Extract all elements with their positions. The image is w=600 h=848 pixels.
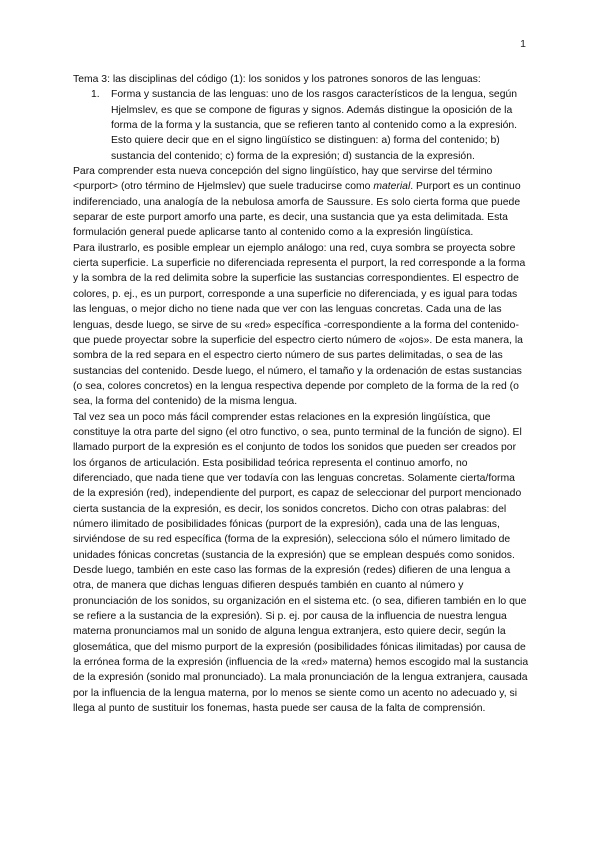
list-item-number: 1. xyxy=(91,89,100,101)
list-item-text: Forma y sustancia de las lenguas: uno de los rasgos característicos de la lengua, según Hjelmslev, es que se compone de figuras y signos. Además distingue la oposición de la forma de la forma y la sustancia, que se refieren tanto al contenido como a la expresión. Esto quiere decir que en el signo lingüístico se distinguen: a) forma del contenido; b) sustancia del contenido; c) forma de la expresión; d) sustancia de la expresión. xyxy=(111,89,518,162)
paragraph-purport xyxy=(73,164,529,241)
paragraph-expression: Tal vez sea un poco más fácil comprender estas relaciones en la expresión lingüística, que constituye la otra parte del signo (el otro functivo, o sea, punto terminal de la función de signo). El llamado purport de la expresión es el conjunto de todos los sonidos que pueden ser creados por los órganos de articulación. Esta posibilidad teórica representa el continuo amorfo, no diferenciado, que nada tiene que ver todavía con las lenguas concretas. Solamente cierta/forma de la expresión (red), independiente del purport, es capaz de seleccionar del purport mencionado cierta sustancia de la expresión, es decir, los sonidos concretos. Dicho con otras palabras: del número ilimitado de posibilidades fónicas (purport de la expresión), cada una de las lenguas, sirviéndose de su red específica (forma de la expresión), selecciona sólo el número limitado de unidades fónicas concretas (sustancia de la expresión) que se emplean después como sonidos. xyxy=(73,411,522,561)
page-number: 1 xyxy=(520,38,526,50)
paragraph-purport-text-end: . Purport es un continuo indiferenciado, una analogía de la nebulosa amorfa de Saussure. Es solo cierta forma que puede separar de este purport amorfo una parte, es decir, una sustancia que ya esta delimitada. Esta formulación general puede aplicarse tanto al contenido como a la expresión lingüística. xyxy=(73,181,521,239)
emphasis-material: material xyxy=(373,181,411,193)
paragraph-purport-text-start: Para comprender esta nueva concepción del signo lingüístico, hay que servirse del término <purport> (otro término de Hjelmslev) que suele traducirse como xyxy=(73,166,493,193)
document-body xyxy=(73,72,529,716)
paragraph-net-example: Para ilustrarlo, es posible emplear un ejemplo análogo: una red, cuya sombra se proyecta sobre cierta superficie. La superficie no diferenciada representa el purport, la red corresponde a la forma y la sombra de la red delimita sobre la superficie las sustancias correspondientes. El espectro de colores, p. ej., es un purport, corresponde a una superficie no diferenciada, y es igual para todas las lenguas, o mejor dicho no tiene nada que ver con las lenguas concretas. Cada una de las lenguas, desde luego, se sirve de su «red» específica -correspondiente a la forma del contenido- que puede proyectar sobre la superficie del espectro cierto número de «ojos». De esta manera, la sombra de la red separa en el espectro cierto número de sus partes delimitadas, o sea de las sustancias del contenido. Desde luego, el número, el tamaño y la ordenación de estas sustancias (o sea, colores concretos) en la lengua respectiva depende por completo de la forma de la red (o sea, la forma del contenido) de la misma lengua. xyxy=(73,242,526,408)
list-item xyxy=(91,87,529,164)
paragraph-pronunciation: Desde luego, también en este caso las formas de la expresión (redes) difieren de una lengua a otra, de manera que dichas lenguas difieren después también en cuanto al número y pronunciación de los sonidos, su organización en el sistema etc. (o sea, difieren también en lo que se refiere a la sustancia de la expresión). Si p. ej. por causa de la influencia de nuestra lengua materna pronunciamos mal un sonido de alguna lengua extranjera, esto quiere decir, según la glosemática, que del mismo purport de la expresión (posibilidades fónicas ilimitadas) por causa de la errónea forma de la expresión (influencia de la «red» materna) hemos escogido mal la sustancia de la expresión (sonido mal pronunciado). La mala pronunciación de la lengua extranjera, causada por la influencia de la lengua materna, por lo menos se siente como un acento no adecuado y, si llega al punto de sustituir los fonemas, hasta puede ser causa de la falta de comprensión. xyxy=(73,565,529,715)
section-heading: Tema 3: las disciplinas del código (1): los sonidos y los patrones sonoros de las lenguas: xyxy=(73,74,481,85)
